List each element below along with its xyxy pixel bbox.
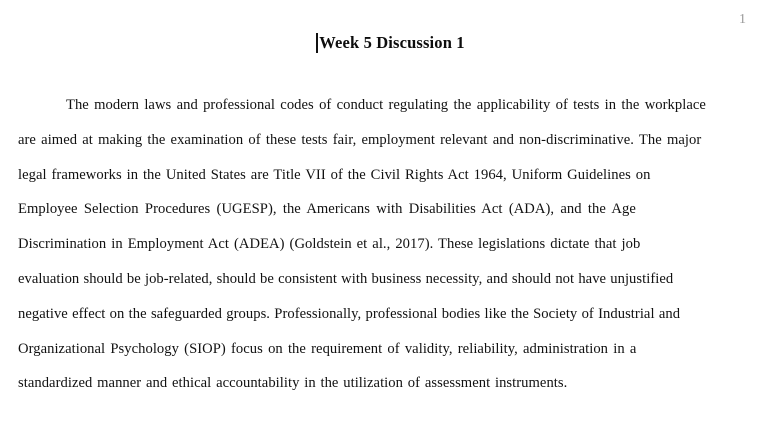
document-title[interactable]: Week 5 Discussion 1 bbox=[319, 33, 465, 52]
paragraph-line: are aimed at making the examination of these tests fair, employment relevant and non-discriminative. The major bbox=[18, 131, 702, 148]
document-body[interactable] bbox=[18, 88, 766, 401]
document-title-inner bbox=[319, 32, 464, 54]
paragraph-line: negative effect on the safeguarded groups. Professionally, professional bodies like the Society of Industrial and bbox=[18, 305, 681, 322]
page-number: 1 bbox=[739, 12, 746, 27]
paragraph-line: The modern laws and professional codes of conduct regulating the applicability of tests in the workplace bbox=[66, 97, 706, 113]
paragraph-line: Organizational Psychology (SIOP) focus on the requirement of validity, reliability, administration in a bbox=[18, 340, 637, 357]
paragraph-line: Employee Selection Procedures (UGESP), the Americans with Disabilities Act (ADA), and the Age bbox=[18, 201, 636, 218]
paragraph-line: standardized manner and ethical accountability in the utilization of assessment instruments. bbox=[18, 375, 568, 392]
paragraph-line: legal frameworks in the United States are Title VII of the Civil Rights Act 1964, Uniform Guidelines on bbox=[18, 166, 651, 183]
text-cursor-caret bbox=[316, 33, 318, 53]
document-title-block bbox=[18, 32, 766, 56]
paragraph-line: evaluation should be job-related, should be consistent with business necessity, and should not have unjustified bbox=[18, 270, 674, 287]
paragraph-line: Discrimination in Employment Act (ADEA) (Goldstein et al., 2017). These legislations dictate that job bbox=[18, 236, 641, 253]
